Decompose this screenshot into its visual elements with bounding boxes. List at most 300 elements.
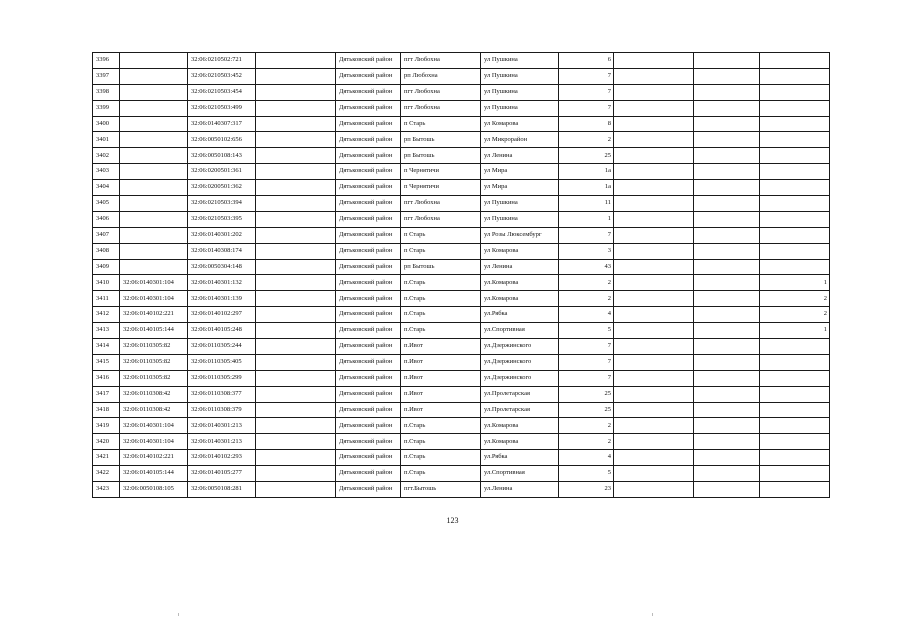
cell-spacer: [256, 482, 336, 498]
cell-row-number: 3410: [93, 275, 120, 291]
cell-cadastral-number: 32:06:0050102:656: [188, 132, 256, 148]
cell-house-number: 7: [559, 339, 614, 355]
cell-extra-c: [760, 180, 830, 196]
table-row: [93, 386, 830, 402]
page-number: 123: [446, 516, 459, 525]
cell-extra-a: [614, 211, 694, 227]
cell-parent-cadastral-number: 32:06:0140301:104: [120, 275, 188, 291]
cell-spacer: [256, 402, 336, 418]
cell-parent-cadastral-number: [120, 132, 188, 148]
cell-parent-cadastral-number: 32:06:0140105:144: [120, 466, 188, 482]
cell-district: Дятьковский район: [336, 450, 401, 466]
cell-district: Дятьковский район: [336, 116, 401, 132]
cell-locality: рп Любохна: [401, 68, 481, 84]
cell-cadastral-number: 32:06:0110308:377: [188, 386, 256, 402]
cell-house-number: 25: [559, 402, 614, 418]
cell-locality: пгт Любохна: [401, 53, 481, 69]
cell-extra-c: 1: [760, 323, 830, 339]
cell-locality: п.Ивот: [401, 386, 481, 402]
cell-extra-c: [760, 434, 830, 450]
cell-row-number: 3405: [93, 196, 120, 212]
cell-house-number: 3: [559, 243, 614, 259]
cell-spacer: [256, 291, 336, 307]
cell-parent-cadastral-number: [120, 116, 188, 132]
cell-district: Дятьковский район: [336, 259, 401, 275]
cell-parent-cadastral-number: 32:06:0140102:221: [120, 307, 188, 323]
cell-street: ул Микрорайон: [481, 132, 559, 148]
cell-district: Дятьковский район: [336, 196, 401, 212]
table-row: [93, 323, 830, 339]
cell-district: Дятьковский район: [336, 482, 401, 498]
cell-extra-b: [694, 227, 760, 243]
cell-locality: пгт.Бытошь: [401, 482, 481, 498]
cell-extra-a: [614, 291, 694, 307]
cell-cadastral-number: 32:06:0140102:297: [188, 307, 256, 323]
cell-spacer: [256, 116, 336, 132]
cell-parent-cadastral-number: [120, 84, 188, 100]
cell-street: ул.Спортивная: [481, 466, 559, 482]
cell-spacer: [256, 370, 336, 386]
cell-row-number: 3396: [93, 53, 120, 69]
cell-street: ул.Дзержинского: [481, 339, 559, 355]
cell-spacer: [256, 68, 336, 84]
cell-extra-a: [614, 354, 694, 370]
cell-extra-c: [760, 450, 830, 466]
cell-street: ул.Рябка: [481, 307, 559, 323]
cell-parent-cadastral-number: [120, 227, 188, 243]
cell-spacer: [256, 466, 336, 482]
cell-row-number: 3409: [93, 259, 120, 275]
table-row: [93, 450, 830, 466]
cell-district: Дятьковский район: [336, 68, 401, 84]
cell-spacer: [256, 354, 336, 370]
cell-house-number: 7: [559, 354, 614, 370]
cell-extra-c: [760, 482, 830, 498]
cell-locality: п.Старь: [401, 323, 481, 339]
table-row: [93, 482, 830, 498]
cell-row-number: 3422: [93, 466, 120, 482]
cell-street: ул.Пролетарская: [481, 402, 559, 418]
cell-extra-c: [760, 100, 830, 116]
cell-locality: п Старь: [401, 227, 481, 243]
cell-spacer: [256, 227, 336, 243]
cell-extra-c: [760, 370, 830, 386]
cell-extra-a: [614, 68, 694, 84]
table-row: [93, 259, 830, 275]
cell-spacer: [256, 180, 336, 196]
cell-extra-c: [760, 164, 830, 180]
cell-extra-b: [694, 291, 760, 307]
cell-extra-c: [760, 68, 830, 84]
cell-house-number: 4: [559, 450, 614, 466]
cell-locality: п.Старь: [401, 434, 481, 450]
cell-row-number: 3404: [93, 180, 120, 196]
cell-cadastral-number: 32:06:0140301:213: [188, 434, 256, 450]
cell-street: ул.Комарова: [481, 275, 559, 291]
cell-house-number: 2: [559, 275, 614, 291]
cell-street: ул.Дзержинского: [481, 370, 559, 386]
cell-house-number: 2: [559, 434, 614, 450]
cell-cadastral-number: 32:06:0200501:361: [188, 164, 256, 180]
cell-extra-b: [694, 370, 760, 386]
cell-extra-a: [614, 307, 694, 323]
cell-cadastral-number: 32:06:0140301:213: [188, 418, 256, 434]
registry-table: [92, 52, 830, 498]
cell-extra-b: [694, 259, 760, 275]
cell-extra-b: [694, 180, 760, 196]
cell-house-number: 43: [559, 259, 614, 275]
table-row: [93, 434, 830, 450]
table-row: [93, 68, 830, 84]
cell-row-number: 3401: [93, 132, 120, 148]
cell-extra-b: [694, 116, 760, 132]
cell-street: ул.Пролетарская: [481, 386, 559, 402]
cell-extra-b: [694, 434, 760, 450]
cell-extra-a: [614, 275, 694, 291]
cell-extra-a: [614, 259, 694, 275]
cell-district: Дятьковский район: [336, 354, 401, 370]
table-row: [93, 466, 830, 482]
cell-spacer: [256, 450, 336, 466]
cell-extra-a: [614, 450, 694, 466]
table-row: [93, 53, 830, 69]
cell-spacer: [256, 148, 336, 164]
cell-locality: пгт Любохна: [401, 196, 481, 212]
cell-street: ул Пушкина: [481, 211, 559, 227]
cell-locality: п.Старь: [401, 291, 481, 307]
cell-street: ул Пушкина: [481, 100, 559, 116]
cell-cadastral-number: 32:06:0050108:143: [188, 148, 256, 164]
cell-row-number: 3411: [93, 291, 120, 307]
cell-spacer: [256, 339, 336, 355]
cell-extra-a: [614, 434, 694, 450]
cell-parent-cadastral-number: [120, 148, 188, 164]
table-row: [93, 100, 830, 116]
cell-street: ул.Дзержинского: [481, 354, 559, 370]
cell-extra-b: [694, 354, 760, 370]
cell-extra-c: [760, 243, 830, 259]
cell-cadastral-number: 32:06:0140301:132: [188, 275, 256, 291]
cell-extra-b: [694, 243, 760, 259]
cell-extra-a: [614, 53, 694, 69]
cell-extra-c: [760, 132, 830, 148]
cell-locality: п Чернятичи: [401, 164, 481, 180]
cell-spacer: [256, 53, 336, 69]
cell-extra-a: [614, 180, 694, 196]
cell-locality: п.Старь: [401, 275, 481, 291]
cell-street: ул.Комарова: [481, 434, 559, 450]
cell-row-number: 3407: [93, 227, 120, 243]
cell-house-number: 1а: [559, 180, 614, 196]
cell-district: Дятьковский район: [336, 275, 401, 291]
cell-parent-cadastral-number: [120, 68, 188, 84]
cell-parent-cadastral-number: [120, 259, 188, 275]
cell-street: ул.Рябка: [481, 450, 559, 466]
cell-extra-a: [614, 466, 694, 482]
cell-parent-cadastral-number: [120, 180, 188, 196]
cell-house-number: 1а: [559, 164, 614, 180]
cell-street: ул Пушкина: [481, 53, 559, 69]
cell-parent-cadastral-number: 32:06:0140102:221: [120, 450, 188, 466]
cell-cadastral-number: 32:06:0140301:139: [188, 291, 256, 307]
cell-house-number: 2: [559, 132, 614, 148]
cell-spacer: [256, 132, 336, 148]
cell-parent-cadastral-number: 32:06:0140105:144: [120, 323, 188, 339]
cell-row-number: 3413: [93, 323, 120, 339]
table-row: [93, 164, 830, 180]
cell-house-number: 23: [559, 482, 614, 498]
cell-row-number: 3418: [93, 402, 120, 418]
cell-cadastral-number: 32:06:0200501:362: [188, 180, 256, 196]
cell-house-number: 2: [559, 418, 614, 434]
cell-extra-b: [694, 68, 760, 84]
cell-extra-c: [760, 227, 830, 243]
cell-district: Дятьковский район: [336, 466, 401, 482]
cell-locality: п.Старь: [401, 307, 481, 323]
cell-locality: рп Бытошь: [401, 132, 481, 148]
cell-extra-a: [614, 148, 694, 164]
cell-parent-cadastral-number: 32:06:0140301:104: [120, 418, 188, 434]
cell-cadastral-number: 32:06:0210503:395: [188, 211, 256, 227]
cell-street: ул Мира: [481, 164, 559, 180]
cell-cadastral-number: 32:06:0210503:394: [188, 196, 256, 212]
cell-street: ул Комарова: [481, 116, 559, 132]
cell-extra-b: [694, 323, 760, 339]
table-row: [93, 211, 830, 227]
cell-extra-a: [614, 370, 694, 386]
cell-spacer: [256, 386, 336, 402]
cell-row-number: 3397: [93, 68, 120, 84]
cell-parent-cadastral-number: 32:06:0110305:82: [120, 370, 188, 386]
table-row: [93, 132, 830, 148]
cell-house-number: 7: [559, 68, 614, 84]
table-row: [93, 180, 830, 196]
cell-parent-cadastral-number: [120, 196, 188, 212]
cell-street: ул Ленина: [481, 259, 559, 275]
cell-extra-b: [694, 466, 760, 482]
cell-row-number: 3399: [93, 100, 120, 116]
cell-extra-b: [694, 164, 760, 180]
cell-extra-a: [614, 482, 694, 498]
cell-cadastral-number: 32:06:0140301:202: [188, 227, 256, 243]
cell-district: Дятьковский район: [336, 132, 401, 148]
cell-extra-c: [760, 84, 830, 100]
cell-extra-c: [760, 402, 830, 418]
cell-row-number: 3408: [93, 243, 120, 259]
cell-row-number: 3402: [93, 148, 120, 164]
cell-district: Дятьковский район: [336, 148, 401, 164]
cell-spacer: [256, 259, 336, 275]
cell-cadastral-number: 32:06:0210503:454: [188, 84, 256, 100]
cell-row-number: 3400: [93, 116, 120, 132]
table-row: [93, 275, 830, 291]
cell-extra-a: [614, 116, 694, 132]
cell-district: Дятьковский район: [336, 180, 401, 196]
cell-district: Дятьковский район: [336, 53, 401, 69]
cell-extra-a: [614, 386, 694, 402]
cell-row-number: 3412: [93, 307, 120, 323]
table-row: [93, 116, 830, 132]
cell-street: ул.Спортивная: [481, 323, 559, 339]
cell-extra-c: [760, 148, 830, 164]
cell-spacer: [256, 243, 336, 259]
cell-cadastral-number: 32:06:0110305:299: [188, 370, 256, 386]
cell-extra-c: [760, 259, 830, 275]
cell-locality: п.Старь: [401, 450, 481, 466]
cell-locality: п.Ивот: [401, 354, 481, 370]
cell-extra-b: [694, 339, 760, 355]
cell-extra-c: [760, 116, 830, 132]
cell-parent-cadastral-number: [120, 243, 188, 259]
cell-cadastral-number: 32:06:0110308:379: [188, 402, 256, 418]
cell-extra-c: [760, 196, 830, 212]
cell-district: Дятьковский район: [336, 164, 401, 180]
scan-mark: [652, 613, 653, 616]
cell-house-number: 4: [559, 307, 614, 323]
cell-extra-b: [694, 307, 760, 323]
table-row: [93, 339, 830, 355]
cell-row-number: 3421: [93, 450, 120, 466]
cell-cadastral-number: 32:06:0210502:721: [188, 53, 256, 69]
cell-extra-a: [614, 196, 694, 212]
cell-cadastral-number: 32:06:0140105:248: [188, 323, 256, 339]
cell-row-number: 3415: [93, 354, 120, 370]
cell-cadastral-number: 32:06:0140308:174: [188, 243, 256, 259]
cell-street: ул Розы Люксембург: [481, 227, 559, 243]
cell-spacer: [256, 418, 336, 434]
cell-extra-c: [760, 211, 830, 227]
cell-spacer: [256, 434, 336, 450]
cell-street: ул Пушкина: [481, 84, 559, 100]
cell-cadastral-number: 32:06:0210503:452: [188, 68, 256, 84]
cell-district: Дятьковский район: [336, 84, 401, 100]
cell-spacer: [256, 100, 336, 116]
cell-extra-a: [614, 84, 694, 100]
cell-parent-cadastral-number: [120, 53, 188, 69]
cell-row-number: 3403: [93, 164, 120, 180]
cell-house-number: 8: [559, 116, 614, 132]
cell-extra-a: [614, 323, 694, 339]
cell-parent-cadastral-number: 32:06:0110308:42: [120, 386, 188, 402]
cell-extra-c: [760, 339, 830, 355]
table-row: [93, 291, 830, 307]
cell-parent-cadastral-number: 32:06:0050108:105: [120, 482, 188, 498]
cell-street: ул Ленина: [481, 148, 559, 164]
cell-district: Дятьковский район: [336, 386, 401, 402]
cell-extra-b: [694, 100, 760, 116]
cell-cadastral-number: 32:06:0110305:405: [188, 354, 256, 370]
cell-extra-b: [694, 196, 760, 212]
cell-extra-a: [614, 100, 694, 116]
cell-extra-b: [694, 132, 760, 148]
cell-row-number: 3419: [93, 418, 120, 434]
cell-extra-b: [694, 211, 760, 227]
cell-spacer: [256, 307, 336, 323]
table-row: [93, 402, 830, 418]
cell-district: Дятьковский район: [336, 243, 401, 259]
cell-extra-a: [614, 164, 694, 180]
cell-extra-c: 2: [760, 291, 830, 307]
cell-locality: рп Бытошь: [401, 259, 481, 275]
cell-house-number: 5: [559, 323, 614, 339]
cell-extra-b: [694, 418, 760, 434]
cell-spacer: [256, 211, 336, 227]
cell-extra-c: [760, 418, 830, 434]
table-row: [93, 84, 830, 100]
table-row: [93, 370, 830, 386]
cell-extra-a: [614, 243, 694, 259]
cell-extra-a: [614, 418, 694, 434]
cell-spacer: [256, 196, 336, 212]
cell-house-number: 7: [559, 227, 614, 243]
cell-district: Дятьковский район: [336, 100, 401, 116]
cell-district: Дятьковский район: [336, 323, 401, 339]
cell-locality: п.Ивот: [401, 370, 481, 386]
cell-parent-cadastral-number: 32:06:0140301:104: [120, 434, 188, 450]
cell-extra-a: [614, 227, 694, 243]
table-row: [93, 243, 830, 259]
table-row: [93, 148, 830, 164]
table-row: [93, 307, 830, 323]
cell-extra-b: [694, 482, 760, 498]
cell-locality: п Старь: [401, 116, 481, 132]
cell-house-number: 2: [559, 291, 614, 307]
cell-locality: пгт Любохна: [401, 211, 481, 227]
cell-row-number: 3417: [93, 386, 120, 402]
cell-cadastral-number: 32:06:0140102:293: [188, 450, 256, 466]
cell-row-number: 3420: [93, 434, 120, 450]
table-row: [93, 354, 830, 370]
cell-extra-b: [694, 84, 760, 100]
cell-street: ул Пушкина: [481, 196, 559, 212]
cell-house-number: 7: [559, 84, 614, 100]
cell-extra-a: [614, 132, 694, 148]
cell-spacer: [256, 323, 336, 339]
cell-house-number: 7: [559, 100, 614, 116]
cell-parent-cadastral-number: 32:06:0110308:42: [120, 402, 188, 418]
cell-cadastral-number: 32:06:0140307:317: [188, 116, 256, 132]
cell-locality: рп Бытошь: [401, 148, 481, 164]
cell-district: Дятьковский район: [336, 307, 401, 323]
cell-locality: пгт Любохна: [401, 100, 481, 116]
cell-locality: п Чернятичи: [401, 180, 481, 196]
cell-extra-c: 1: [760, 275, 830, 291]
cell-extra-a: [614, 402, 694, 418]
cell-row-number: 3398: [93, 84, 120, 100]
cell-house-number: 25: [559, 148, 614, 164]
cell-district: Дятьковский район: [336, 370, 401, 386]
cell-extra-c: [760, 466, 830, 482]
cell-locality: п.Ивот: [401, 339, 481, 355]
cell-row-number: 3414: [93, 339, 120, 355]
cell-district: Дятьковский район: [336, 211, 401, 227]
cell-extra-b: [694, 386, 760, 402]
cell-district: Дятьковский район: [336, 339, 401, 355]
cell-extra-c: 2: [760, 307, 830, 323]
table-row: [93, 418, 830, 434]
cell-district: Дятьковский район: [336, 402, 401, 418]
cell-row-number: 3416: [93, 370, 120, 386]
cell-house-number: 1: [559, 211, 614, 227]
cell-extra-b: [694, 53, 760, 69]
cell-spacer: [256, 275, 336, 291]
cell-spacer: [256, 84, 336, 100]
cell-house-number: 25: [559, 386, 614, 402]
cell-locality: пгт Любохна: [401, 84, 481, 100]
cell-street: ул.Ленина: [481, 482, 559, 498]
cell-street: ул Пушкина: [481, 68, 559, 84]
cell-extra-b: [694, 148, 760, 164]
